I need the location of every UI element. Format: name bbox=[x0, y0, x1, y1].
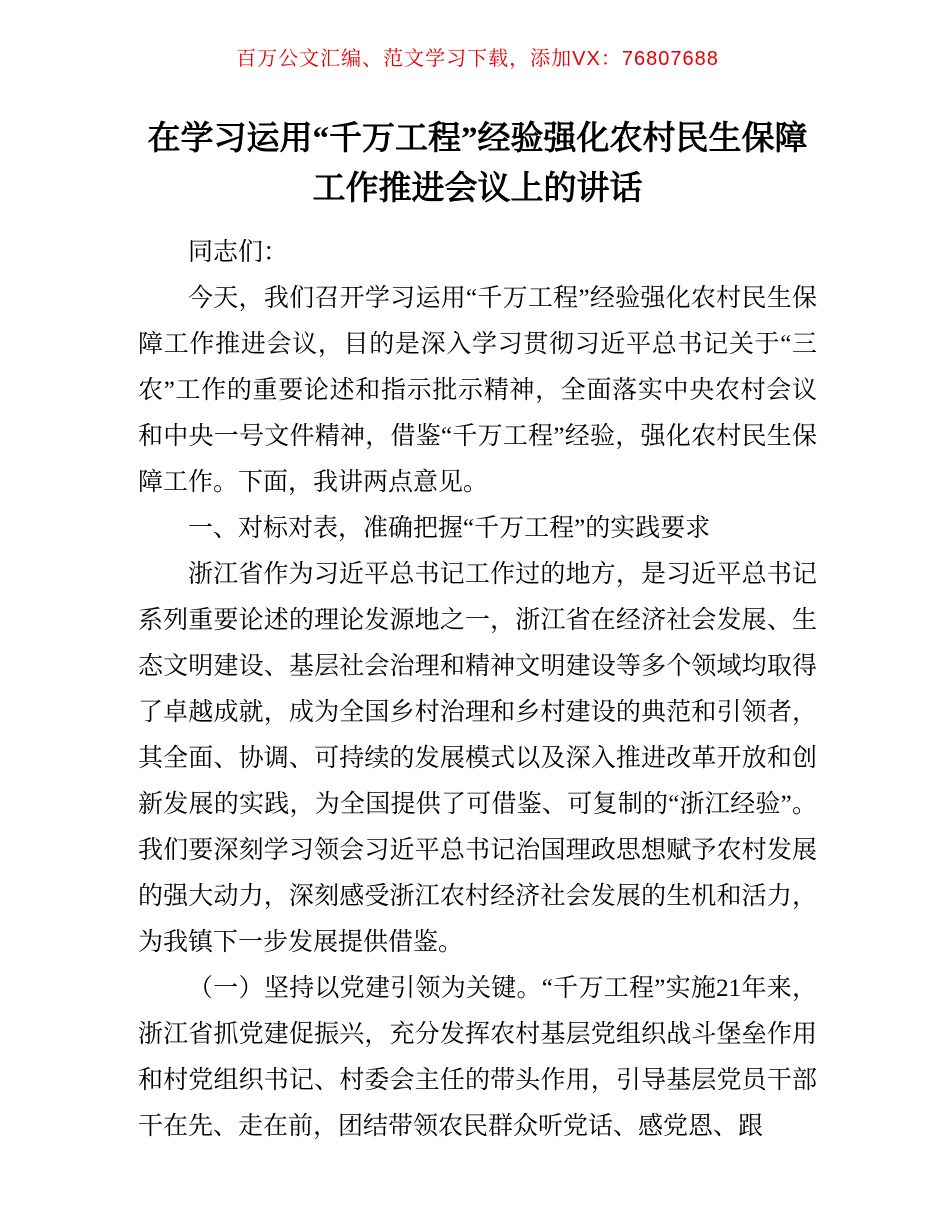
body-paragraph-1: 浙江省作为习近平总书记工作过的地方，是习近平总书记系列重要论述的理论发源地之一，浙江省在经济社会发展、生态文明建设、基层社会治理和精神文明建设等多个领域均取得了卓越成就，成为全国乡村治理和乡村建设的典范和引领者，其全面、协调、可持续的发展模式以及深入推进改革开放和创新发展的实践，为全国提供了可借鉴、可复制的“浙江经验”。我们要深刻学习领会习近平总书记治国理政思想赋予农村发展的强大动力，深刻感受浙江农村经济社会发展的生机和活力，为我镇下一步发展提供借鉴。 bbox=[138, 561, 817, 956]
document-title: 在学习运用“千万工程”经验强化农村民生保障工作推进会议上的讲话 bbox=[147, 121, 808, 207]
salutation-paragraph: 同志们： bbox=[188, 239, 289, 266]
promo-banner: 百万公文汇编、范文学习下载，添加VX：76807688 bbox=[236, 48, 719, 70]
section-heading: 一、对标对表，准确把握“千万工程”的实践要求 bbox=[188, 515, 711, 542]
body-paragraph-2: （一）坚持以党建引领为关键。“千万工程”实施21年来，浙江省抓党建促振兴，充分发挥农村基层党组织战斗堡垒作用和村党组织书记、村委会主任的带头作用，引导基层党员干部干在先、走在前，团结带领农民群众听党话、感党恩、跟 bbox=[138, 975, 817, 1140]
intro-paragraph: 今天，我们召开学习运用“千万工程”经验强化农村民生保障工作推进会议，目的是深入学习贯彻习近平总书记关于“三农”工作的重要论述和指示批示精神，全面落实中央农村会议和中央一号文件精神，借鉴“千万工程”经验，强化农村民生保障工作。下面，我讲两点意见。 bbox=[138, 285, 817, 496]
